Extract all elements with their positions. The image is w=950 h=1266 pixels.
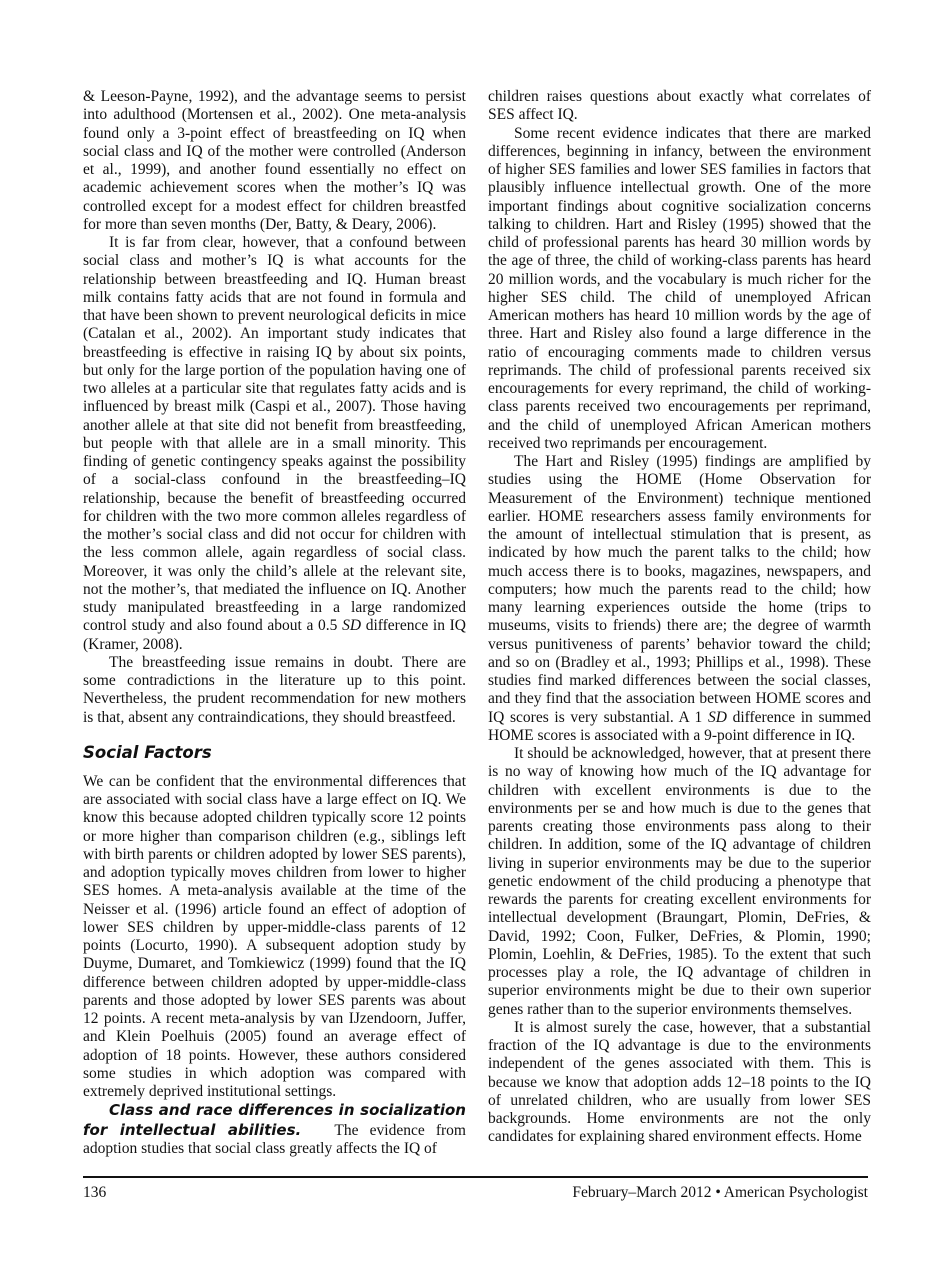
footer-divider [83, 1176, 868, 1178]
sd-term: SD [342, 617, 362, 635]
paragraph [83, 234, 466, 654]
paragraph: The breastfeeding issue remains in doubt. There are some contradictions in the literature up to this point. Nevertheless, the prudent recommendation for new mothers is that, absent any contraindications, they should breastfeed. [83, 653, 466, 726]
paragraph-text: difference in IQ (Kramer, 2008). [83, 617, 466, 653]
paragraph [83, 1101, 466, 1158]
paragraph: It should be acknowledged, however, that at present there is no way of knowing how much of the IQ advantage for children with excellent environments is due to the environments per se and how much is due to the genes that parents creating those environments pass along to their children. In addition, some of the IQ advantage of children living in superior environments may be due to the superior genetic endowment of the child producing a phenotype that rewards the parents for creating excellent environments for intellectual development (Braungart, Plomin, DeFries, & David, 1992; Coon, Fulker, DeFries, & Plomin, 1990; Plomin, Loehlin, & DeFries, 1985). To the extent that such processes play a role, the IQ advantage of children in superior environments might be due to their own superior genes rather than to the superior environments themselves. [488, 745, 871, 1018]
paragraph: It is almost surely the case, however, that a substantial fraction of the IQ advantage is due to the environments independent of the genes associated with them. This is because we know that adoption adds 12–18 points to the IQ of unrelated children, who are usually from lower SES backgrounds. Home environments are not the only candidates for explaining shared environment effects. Home [488, 1018, 871, 1146]
right-column [488, 88, 871, 1147]
left-column [83, 88, 466, 1158]
journal-info: February–March 2012 • American Psychologist [572, 1184, 868, 1201]
paragraph: & Leeson-Payne, 1992), and the advantage seems to persist into adulthood (Mortensen et al., 2002). One meta-analysis found only a 3-point effect of breastfeeding on IQ when social class and IQ of the mother were controlled (Anderson et al., 1999), and another found essentially no effect on academic achievement scores when the mother’s IQ was controlled except for a modest effect for children breastfed for more than seven months (Der, Batty, & Deary, 2006). [83, 88, 466, 233]
paragraph: children raises questions about exactly what correlates of SES affect IQ. [488, 88, 871, 124]
paragraph: Some recent evidence indicates that there are marked differences, beginning in infancy, between the environment of higher SES families and lower SES families in factors that plausibly influence intellectual growth. One of the more important findings about cognitive socialization concerns talking to children. Hart and Risley (1995) showed that the child of professional parents has heard 30 million words by the age of three, the child of working-class parents has heard 20 million words, and the vocabulary is much richer for the higher SES child. The child of unemployed African American mothers has heard 10 million words by the age of three. Hart and Risley also found a large difference in the ratio of encouraging comments made to children versus reprimands. The child of professional parents received six encouragements for every reprimand, the child of working-class parents received two encouragements per reprimand, and the child of unemployed African American mothers received two reprimands per encouragement. [488, 124, 871, 452]
sd-term: SD [707, 708, 727, 726]
page-number: 136 [83, 1184, 107, 1201]
section-heading: Social Factors [83, 742, 212, 762]
paragraph-text: It is far from clear, however, that a confound between social class and mother’s IQ is what accounts for the relationship between breastfeeding and IQ. Human breast milk contains fatty acids that are not found in formula and that have been shown to prevent neurological deficits in mice (Catalan et al., 2002). An important study indicates that breastfeeding is effective in raising IQ by about six points, but only for the large portion of the population having one of two alleles at a particular site that regulates fatty acids and is influenced by breast milk (Caspi et al., 2007). Those having another allele at that site did not benefit from breastfeeding, but people with that allele are in a small minority. This finding of genetic contingency speaks against the possibility of a social-class confound in the breastfeeding–IQ relationship, because the benefit of breastfeeding occurred for children with the two more common alleles regardless of the mother’s social class and did not occur for children with the less common allele, again regardless of social class. Moreover, it was only the child’s allele at the relevant site, not the mother’s, that mediated the influence on IQ. Another study manipulated breastfeeding in a large randomized control study and also found about a 0.5 [83, 234, 466, 635]
paragraph-text: The evidence from adoption studies that social class greatly affects the IQ of [83, 1121, 466, 1157]
paragraph-text: difference in summed HOME scores is associated with a 9-point difference in IQ. [488, 708, 871, 744]
paragraph [488, 453, 871, 745]
paragraph: We can be confident that the environmental differences that are associated with social class have a large effect on IQ. We know this because adopted children typically score 12 points or more higher than comparison children (e.g., siblings left with birth parents or children adopted by lower SES parents), and adoption typically moves children from lower to higher SES homes. A meta-analysis available at the time of the Neisser et al. (1996) article found an effect of adoption of lower SES children by upper-middle-class parents of 12 points (Locurto, 1990). A subsequent adoption study by Duyme, Dumaret, and Tomkiewicz (1999) found that the IQ difference between children adopted by upper-middle-class parents and those adopted by lower SES parents was about 12 points. A recent meta-analysis by van IJzendoorn, Juffer, and Klein Poelhuis (2005) found an average effect of adoption of 18 points. However, these authors considered some studies in which adoption was compared with extremely deprived institutional settings. [83, 772, 466, 1100]
subsection-heading: Class and race differences in socialization for intellectual abilities. [83, 1101, 466, 1139]
paragraph-text: The Hart and Risley (1995) findings are amplified by studies using the HOME (Home Observation for Measurement of the Environment) technique mentioned earlier. HOME researchers assess family environments for the amount of intellectual stimulation that is present, as indicated by how much the parent talks to the child; how much access there is to books, magazines, newspapers, and computers; how much the parents read to the child; how many learning experiences outside the home (trips to museums, visits to friends) there are; the degree of warmth versus punitiveness of parents’ behavior toward the child; and so on (Bradley et al., 1993; Phillips et al., 1998). These studies find marked differences between the social classes, and they find that the association between HOME scores and IQ scores is very substantial. A 1 [488, 453, 871, 726]
